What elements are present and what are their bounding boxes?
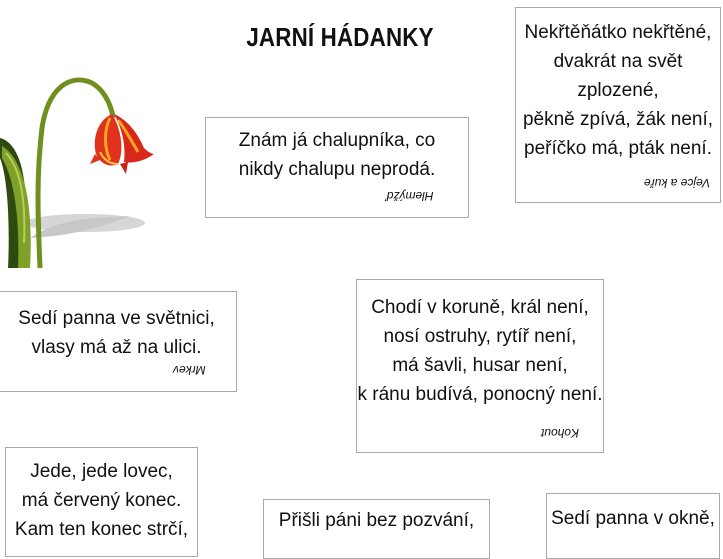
riddle-line: má šavli, husar není,	[392, 355, 568, 376]
riddle-card	[546, 493, 720, 559]
riddle-line: zplozené,	[577, 80, 659, 101]
riddle-answer: Kohout	[540, 426, 579, 440]
riddle-card	[263, 499, 490, 559]
riddle-line: má červený konec.	[21, 490, 182, 511]
riddle-line: Přišli páni bez pozvání,	[278, 510, 475, 531]
riddle-card	[5, 447, 198, 557]
riddle-card	[0, 291, 237, 392]
riddle-line: Znám já chalupníka, co	[238, 130, 436, 151]
riddle-line: Sedí panna ve světnici,	[18, 308, 215, 329]
riddle-card	[205, 117, 469, 218]
tulip-illustration	[0, 68, 160, 268]
riddle-line: nikdy chalupu neprodá.	[238, 159, 436, 180]
riddle-answer: Hlemýžď	[386, 189, 434, 203]
riddle-answer: Mrkev	[173, 363, 206, 377]
riddle-line: dvakrát na svět	[553, 51, 683, 72]
riddle-line: vlasy má až na ulici.	[31, 337, 202, 358]
riddle-card	[515, 7, 721, 203]
riddle-line: Sedí panna v okně,	[551, 508, 715, 529]
page-title: JARNÍ HÁDANKY	[246, 22, 434, 52]
riddle-line: k ránu budívá, ponocný není.	[357, 384, 603, 405]
riddle-card	[356, 279, 604, 453]
riddle-line: Jede, jede lovec,	[30, 461, 173, 482]
riddle-line: Kam ten konec strčí,	[14, 519, 189, 540]
riddle-line: nosí ostruhy, rytíř není,	[383, 326, 577, 347]
riddle-line: Chodí v koruně, král není,	[371, 297, 589, 318]
riddle-answer: Vejce a kuře	[643, 176, 710, 190]
riddle-line: Nekřtěňátko nekřtěné,	[524, 22, 712, 43]
tulip-stem	[38, 80, 113, 268]
riddle-line: peříčko má, pták není.	[524, 138, 712, 159]
tulip-flower	[90, 114, 154, 174]
riddle-line: pěkně zpívá, žák není,	[522, 109, 714, 130]
